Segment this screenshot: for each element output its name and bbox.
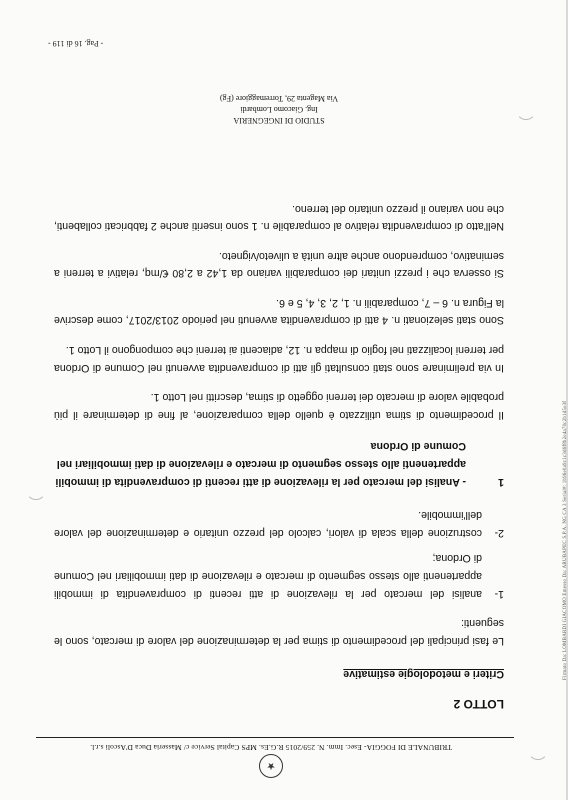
list-item [54,506,504,541]
list-text: analisi del mercato per la rilevazione di atti recenti di compravendita di immobili appartenenti allo stesso segmento di mercato e rilevazione di dati immobiliari nel Comune di Ordona; [54,552,482,600]
list-number: 2- [494,526,504,539]
list-number: 1- [494,587,504,600]
section-title: - Analisi del mercato per la rilevazione di atti recenti di compravendita di immobili appartenenti allo stesso segmento di mercato e rilevazione di dati immobiliari nel Comune di Ordona [55,440,466,488]
body-paragraph: Si osserva che i prezzi unitari dei comparabili variano da 1,42 a 2,80 €/mq, relativi a terreni a seminativo, comprendono anche altre unità a uliveto/vigneto. [54,249,504,280]
body-paragraph: Sono stati selezionati n. 4 atti di compravendita avvenuti nel periodo 2013/2017, come descrive la Figura n. 6 – 7, comparabili n. 1, 2, 3, 4, 5 e 6. [54,296,504,327]
scan-mark [516,100,536,120]
court-emblem-icon: ★ [259,754,283,778]
section-heading [54,437,504,490]
lotto-heading: LOTTO 2 [453,697,504,711]
scan-mark [26,480,46,500]
page-number: - Pag. 16 di 119 - [48,39,104,48]
list-text: costruzione della scala di valori, calcolo del prezzo unitario e determinazione del valore dell'immobile. [54,509,482,539]
body-paragraph: Nell'atto di compravendita relativo al comparabile n. 1 sono inseriti anche 2 fabbricati collabenti, che non variano il prezzo unitario del terreno. [54,202,504,233]
section-subtitle: Criteri e metodologie estimative [343,668,504,681]
body-paragraph: Il procedimento di stima utilizzato è quello della comparazione, al fine di determinare il più probabile valore di mercato dei terreni oggetto di stima, descritti nel Lotto 1. [54,391,504,421]
header-divider [36,737,514,738]
page-footer [54,93,504,126]
document-body [54,187,504,712]
intro-paragraph: Le fasi principali del procedimento di stima per la determinazione del valore di mercato, sono le seguenti: [54,617,504,647]
studio-address: Via Magenta 29, Torremaggiore (Fg) [219,94,339,103]
section-number: 1 [498,475,504,488]
list-item [54,549,504,602]
engineer-name: Ing. Giacomo Lombardi [240,105,318,114]
court-header-text: TRIBUNALE DI FOGGIA- Esec. Imm. N. 259/2015 R.G.Es. MPS Capital Service c/ Masseria Duca D'Ascoli s.r.l. [90,743,452,752]
studio-name: STUDIO DI INGEGNERIA [233,116,325,125]
scan-mark [528,740,548,760]
page-header [36,743,506,778]
digital-signature-stamp: Firmato Da: LOMBARDI GIACOMO Emesso Da: ARUBAPEC S.P.A. NG CA 3 Serial#: 1b96e0a9c1c3d6f8b2e4a70c2b1d5e3f [563,400,568,680]
body-paragraph: In via preliminare sono stati consultati gli atti di compravendita avvenuti nel Comune di Ordona per terreni localizzati nel foglio di mappa n. 12, adiacenti ai terreni che compongono il Lotto 1. [54,344,504,374]
